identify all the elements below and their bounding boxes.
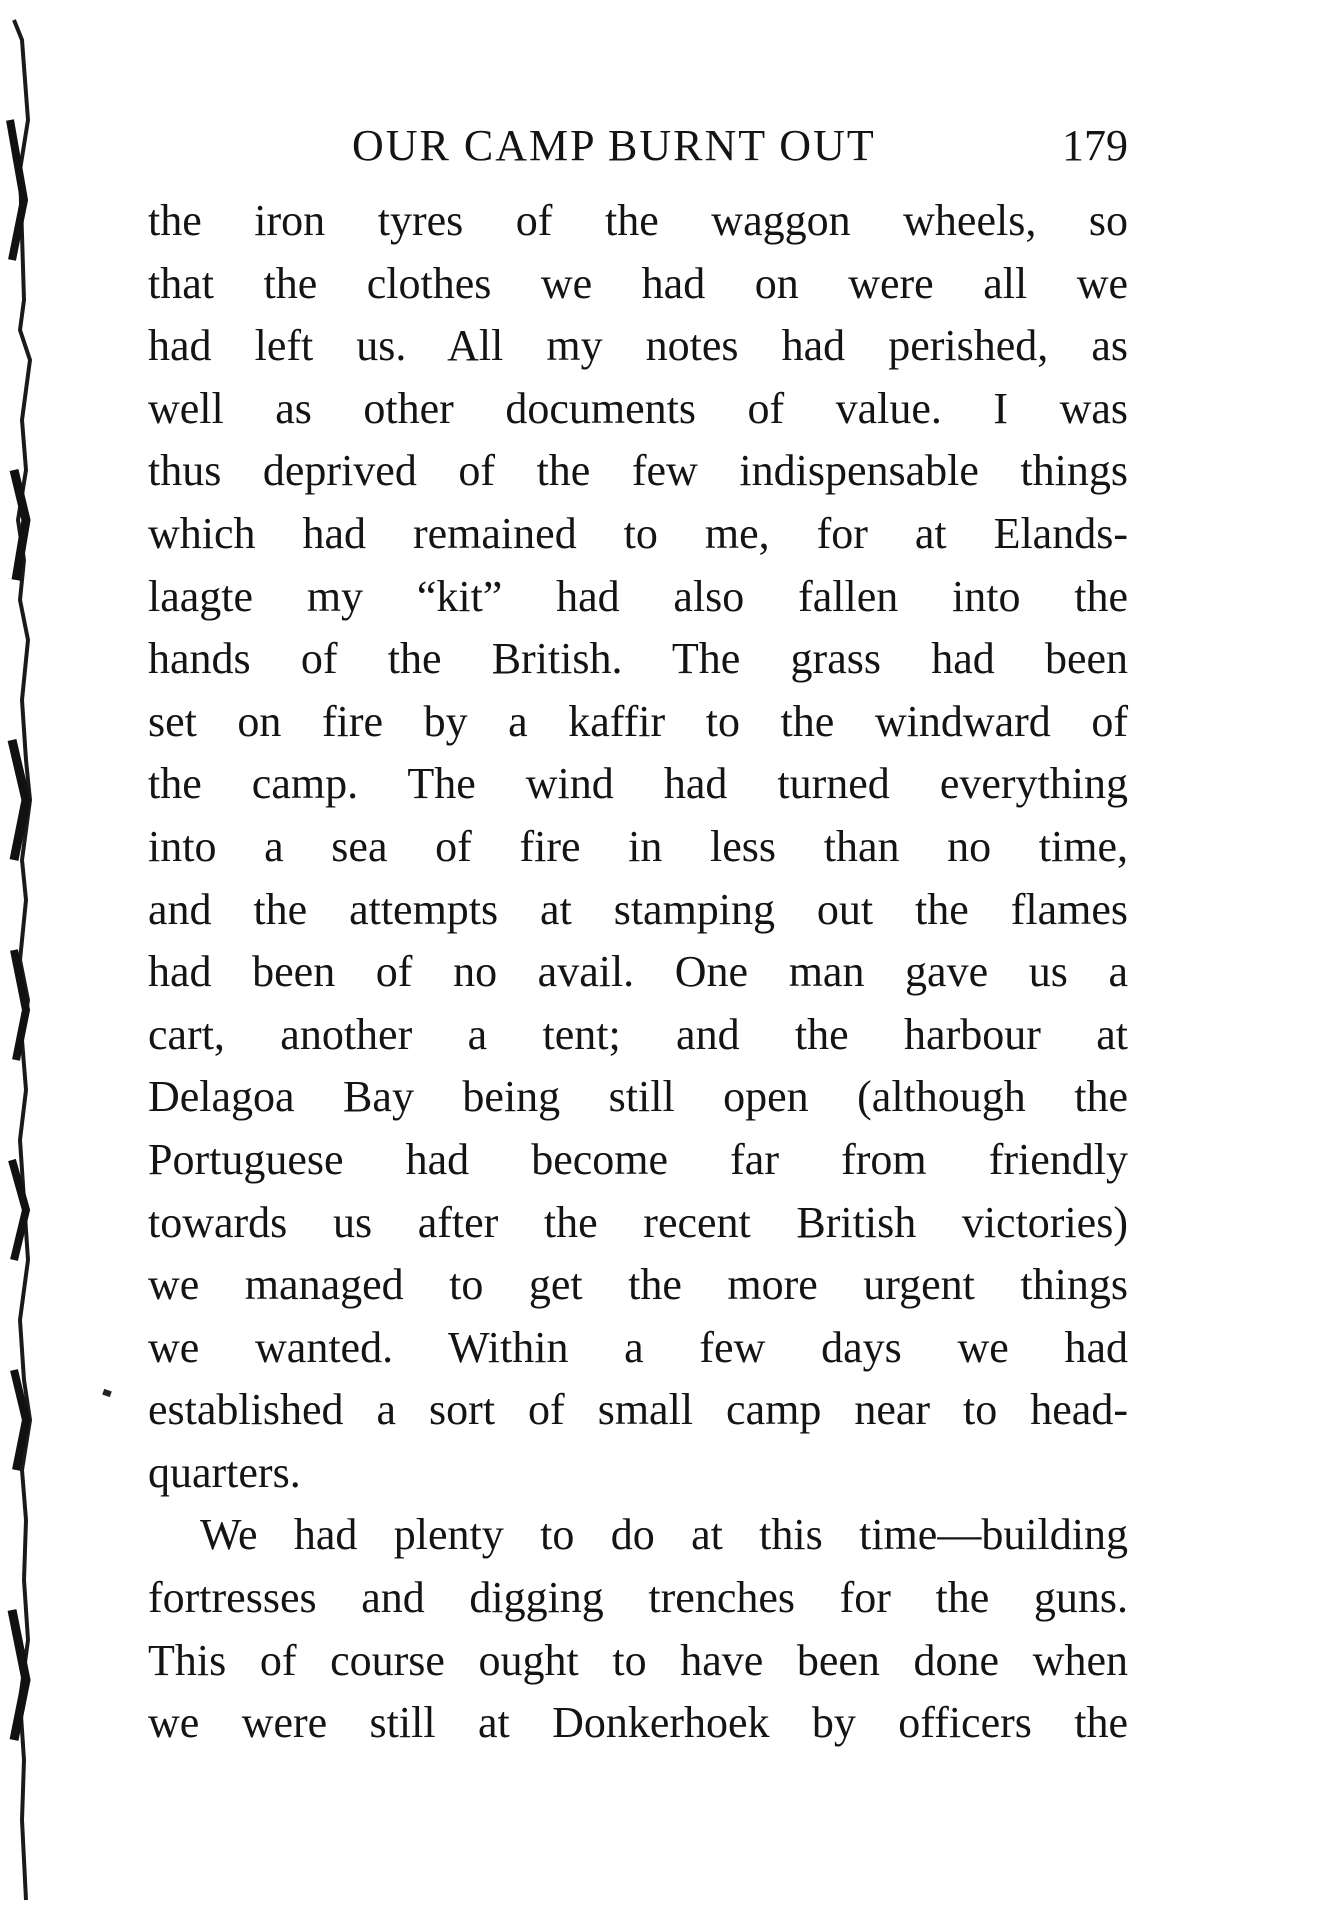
text-line: set on fire by a kaffir to the windward of	[148, 696, 1128, 746]
text-line: Delagoa Bay being still open (although the	[148, 1072, 1128, 1122]
text-line: quarters.	[148, 1447, 301, 1497]
text-line: the camp. The wind had turned everything	[148, 759, 1128, 809]
text-line: We had plenty to do at this time—building	[200, 1510, 1128, 1560]
paragraph-1	[148, 190, 1128, 1504]
text-line: hands of the British. The grass had been	[148, 634, 1128, 684]
text-line: the iron tyres of the waggon wheels, so	[148, 196, 1128, 245]
text-line: we were still at Donkerhoek by officers the	[148, 1698, 1128, 1748]
text-line: towards us after the recent British victories)	[148, 1197, 1128, 1247]
running-title: OUR CAMP BURNT OUT	[352, 121, 876, 170]
body-text	[148, 190, 1128, 1755]
text-line: This of course ought to have been done when	[148, 1635, 1128, 1685]
text-line: we wanted. Within a few days we had	[148, 1322, 1128, 1372]
text-line: had been of no avail. One man gave us a	[148, 947, 1128, 997]
page-number: 179	[1062, 121, 1128, 170]
ink-speck	[102, 1389, 112, 1397]
text-line: established a sort of small camp near to head-	[148, 1385, 1128, 1435]
text-line: well as other documents of value. I was	[148, 383, 1128, 433]
scanned-binding-edge	[0, 0, 42, 1932]
text-line: thus deprived of the few indispensable things	[148, 446, 1128, 496]
text-line: that the clothes we had on were all we	[148, 258, 1128, 308]
text-line: Portuguese had become far from friendly	[148, 1134, 1128, 1184]
text-line: and the attempts at stamping out the flames	[148, 884, 1128, 934]
text-line: fortresses and digging trenches for the guns.	[148, 1573, 1128, 1623]
text-line: into a sea of fire in less than no time,	[148, 821, 1128, 871]
running-header	[148, 120, 1128, 180]
text-line: had left us. All my notes had perished, as	[148, 321, 1128, 371]
text-line: cart, another a tent; and the harbour at	[148, 1009, 1128, 1059]
text-line: which had remained to me, for at Elands-	[148, 508, 1128, 558]
paragraph-2	[148, 1504, 1128, 1754]
text-line: laagte my “kit” had also fallen into the	[148, 571, 1128, 621]
text-line: we managed to get the more urgent things	[148, 1260, 1128, 1310]
